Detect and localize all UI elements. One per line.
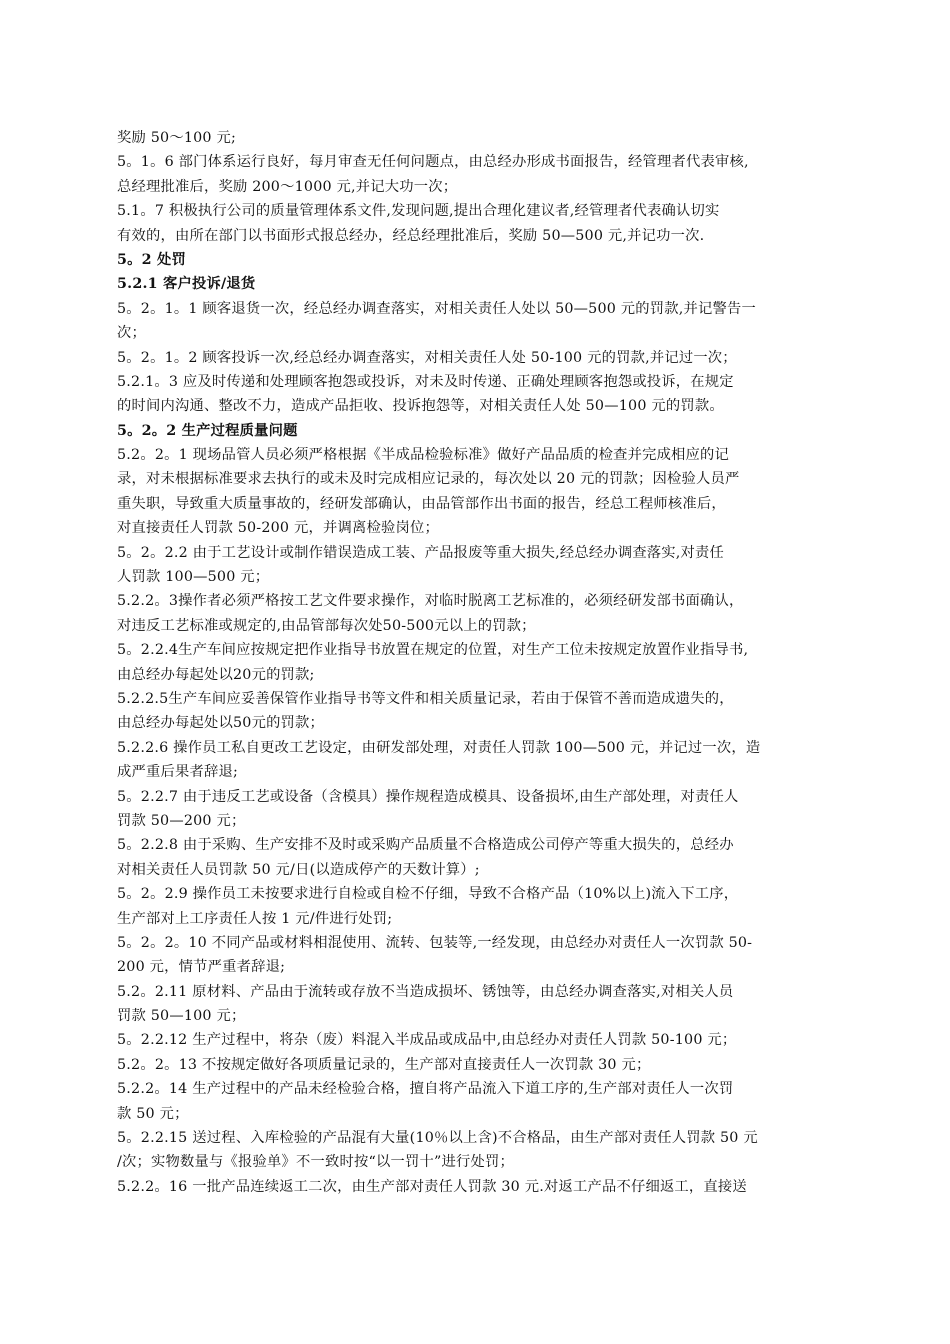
text-line: 由总经办每起处以50元的罚款； (117, 715, 325, 732)
text-line: 5。2。1。2 顾客投诉一次,经总经办调查落实，对相关责任人处 50-100 元的罚款,并记过一次； (117, 349, 737, 366)
text-line: 款 50 元； (117, 1105, 189, 1122)
text-line: 5。2。1。1 顾客退货一次，经总经办调查落实，对相关责任人处以 50—500 元的罚款,并记警告一 (117, 300, 757, 317)
text-line: 200 元，情节严重者辞退; (117, 959, 286, 976)
text-line: 录，对未根据标准要求去执行的或未及时完成相应记录的，每次处以 20 元的罚款；因检验人员严 (117, 471, 740, 488)
text-line: 5。1。6 部门体系运行良好，每月审查无任何问题点，由总经办形成书面报告，经管理者代表审核, (117, 154, 749, 171)
text-line: 5.2.2。3操作者必须严格按工艺文件要求操作，对临时脱离工艺标准的，必须经研发部书面确认， (117, 593, 744, 610)
section-heading: 5.2.1 客户投诉/退货 (117, 276, 256, 293)
text-line: 罚款 50—200 元； (117, 812, 246, 829)
text-line: 5。2。2.2 由于工艺设计或制作错误造成工装、产品报废等重大损失,经总经办调查落实,对责任 (117, 544, 725, 561)
text-line: 对违反工艺标准或规定的,由品管部每次处50-500元以上的罚款； (117, 617, 536, 634)
text-line: 罚款 50—100 元； (117, 1008, 246, 1025)
text-line: 5.2.1。3 应及时传递和处理顾客抱怨或投诉，对未及时传递、正确处理顾客抱怨或投诉，在规定 (117, 373, 734, 390)
text-line: 由总经办每起处以20元的罚款; (117, 666, 315, 683)
section-heading: 5。2 处罚 (117, 251, 186, 268)
text-line: 奖励 50～100 元; (117, 130, 236, 146)
text-line: 对直接责任人罚款 50-200 元，并调离检验岗位； (117, 520, 439, 537)
text-line: 5.2.2.5生产车间应妥善保管作业指导书等文件和相关质量记录，若由于保管不善而造成遗失的， (117, 690, 734, 707)
text-line: 5.2.2。14 生产过程中的产品未经检验合格，擅自将产品流入下道工序的,生产部对责任人一次罚 (117, 1081, 734, 1098)
text-line: 5.2。2。1 现场品管人员必须严格根据《半成品检验标准》做好产品品质的检查并完成相应的记 (117, 447, 730, 464)
text-line: 5。2.2.7 由于违反工艺或设备（含模具）操作规程造成模具、设备损坏,由生产部处理，对责任人 (117, 788, 739, 805)
section-heading: 5。2。2 生产过程质量问题 (117, 422, 298, 439)
text-line: 有效的，由所在部门以书面形式报总经办，经总经理批准后，奖励 50—500 元,并记功一次. (117, 227, 705, 244)
text-line: 5。2.2.4生产车间应按规定把作业指导书放置在规定的位置，对生产工位未按规定放置作业指导书, (117, 642, 749, 659)
text-line: 人罚款 100—500 元； (117, 569, 270, 586)
text-line: 5.2.2.6 操作员工私自更改工艺设定，由研发部处理，对责任人罚款 100—500 元，并记过一次，造 (117, 739, 761, 756)
text-line: 5.2。2.11 原材料、产品由于流转或存放不当造成损坏、锈蚀等，由总经办调查落实,对相关人员 (117, 983, 734, 1000)
text-line: /次；实物数量与《报验单》不一致时按“以一罚十”进行处罚； (117, 1154, 514, 1171)
text-line: 5。2.2.8 由于采购、生产安排不及时或采购产品质量不合格造成公司停产等重大损失的，总经办 (117, 837, 734, 854)
text-line: 5.1。7 积极执行公司的质量管理体系文件,发现问题,提出合理化建议者,经管理者代表确认切实 (117, 203, 720, 220)
text-line: 的时间内沟通、整改不力，造成产品拒收、投诉抱怨等，对相关责任人处 50—100 元的罚款。 (117, 398, 724, 415)
text-line: 5。2。2。10 不同产品或材料相混使用、流转、包装等,一经发现，由总经办对责任人一次罚款 50- (117, 934, 753, 951)
text-line: 次； (117, 325, 146, 342)
text-line: 5.2.2。16 一批产品连续返工二次，由生产部对责任人罚款 30 元.对返工产品不仔细返工，直接送 (117, 1178, 747, 1195)
text-line: 对相关责任人员罚款 50 元/日(以造成停产的天数计算）; (117, 861, 480, 878)
text-line: 生产部对上工序责任人按 1 元/件进行处罚; (117, 910, 393, 927)
document-body (117, 126, 841, 1199)
text-line: 5。2.2.12 生产过程中，将杂（废）料混入半成品或成品中,由总经办对责任人罚款 50-100 元； (117, 1032, 737, 1049)
text-line: 成严重后果者辞退; (117, 764, 238, 781)
text-line: 5.2。2。13 不按规定做好各项质量记录的，生产部对直接责任人一次罚款 30 元； (117, 1056, 651, 1073)
text-line: 5。2.2.15 送过程、入库检验的产品混有大量(10％以上含)不合格品，由生产部对责任人罚款 50 元 (117, 1130, 758, 1147)
text-line: 总经理批准后，奖励 200～1000 元,并记大功一次； (117, 178, 458, 195)
text-line: 5。2。2.9 操作员工未按要求进行自检或自检不仔细，导致不合格产品（10%以上)流入下工序， (117, 886, 739, 903)
text-line: 重失职，导致重大质量事故的，经研发部确认，由品管部作出书面的报告，经总工程师核准后， (117, 495, 726, 512)
